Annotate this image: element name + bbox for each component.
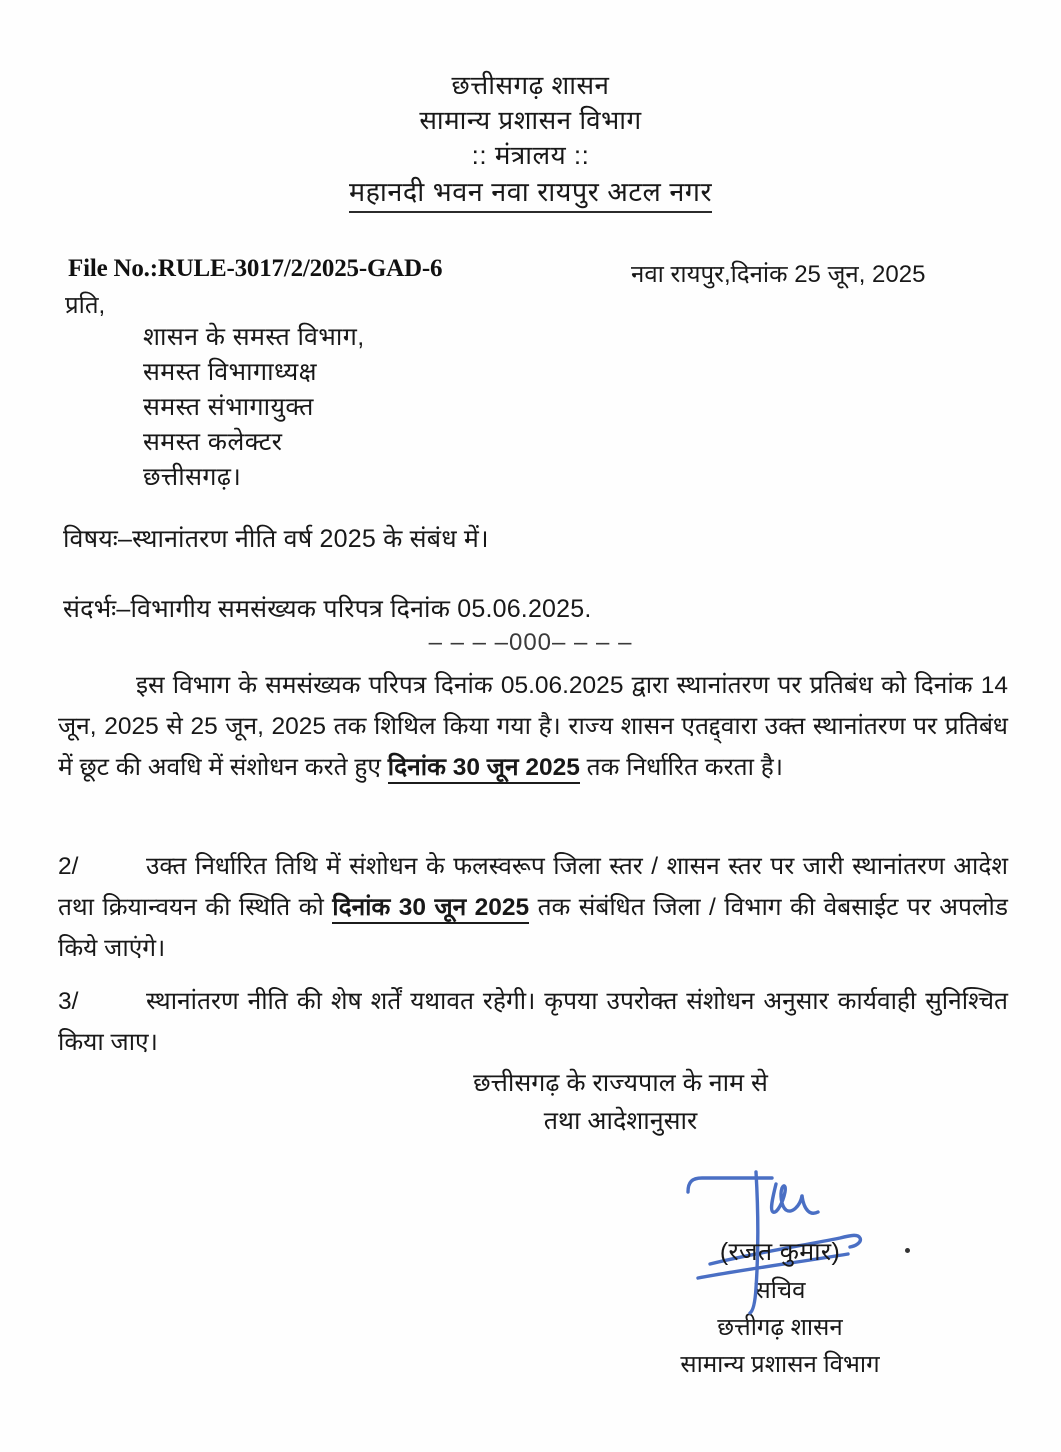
file-number: File No.:RULE-3017/2/2025-GAD-6 [68,255,443,282]
signatory-name: (रजत कुमार) [719,1238,841,1266]
signatory-org-state: छत्तीगढ़ शासन [717,1314,843,1341]
closing-line-by-order: तथा आदेशानुसार [543,1107,698,1135]
letterhead-line-state: छत्तीसगढ़ शासन [451,70,610,100]
paragraph-1-emphasis-date: दिनांक 30 जून 2025 [388,754,580,784]
paragraph-2-text-b: तक संबंधित जिला / विभाग की वेबसाईट पर अपलोड किये जाएंगे। [58,894,1008,962]
place-and-date: नवा रायपुर,दिनांक 25 जून, 2025 [631,261,926,288]
addressee-item: समस्त विभागाध्यक्ष [143,358,317,386]
section-divider: – – – –000– – – – [428,629,633,656]
signature-block [560,1172,1000,1383]
letterhead-line-department: सामान्य प्रशासन विभाग [419,105,642,135]
paragraph-2-emphasis-date: दिनांक 30 जून 2025 [332,894,529,924]
addressee-item: समस्त कलेक्टर [143,428,283,456]
letterhead-line-ministry: :: मंत्रालय :: [471,140,590,170]
letterhead [0,68,1061,213]
signatory-designation: सचिव [754,1277,806,1304]
paragraph-3-number: 3/ [58,988,79,1015]
signatory-org-department: सामान्य प्रशासन विभाग [680,1351,880,1378]
paragraph-2 [58,846,1008,969]
reference-line: संदर्भः–विभागीय समसंख्यक परिपत्र दिनांक 05.06.2025. [63,595,592,623]
paragraph-1-text-a: इस विभाग के समसंख्यक परिपत्र दिनांक 05.06.2025 द्वारा स्थानांतरण पर प्रतिबंध को दिनांक 14 जून, 2025 से 25 जून, 2025 तक शिथिल किया गया है। राज्य शासन एतद्द्वारा उक्त स्थानांतरण पर प्रतिबंध में छूट की अवधि में संशोधन करते हुए [58,672,1008,781]
letterhead-line-address: महानदी भवन नवा रायपुर अटल नगर [349,175,712,213]
closing-block [0,1064,1061,1140]
paragraph-1-text-b: तक निर्धारित करता है। [579,754,784,781]
addressee-item: शासन के समस्त विभाग, [143,323,365,351]
paragraph-3 [58,981,1008,1063]
paragraph-3-text: स्थानांतरण नीति की शेष शर्तें यथावत रहेगी। कृपया उपरोक्त संशोधन अनुसार कार्यवाही सुनिश्चित किया जाए। [58,988,1008,1056]
addressee-item: समस्त संभागायुक्त [143,393,314,421]
paragraph-1 [58,665,1008,788]
to-label: प्रति, [65,292,106,319]
subject-line: विषयः–स्थानांतरण नीति वर्ष 2025 के संबंध में। [63,525,489,553]
paragraph-2-number: 2/ [58,853,79,880]
paragraph-2-text-a: उक्त निर्धारित तिथि में संशोधन के फलस्वरूप जिला स्तर / शासन स्तर पर जारी स्थानांतरण आदेश तथा क्रियान्वयन की स्थिति को [58,853,1008,921]
addressee-list [143,320,365,495]
closing-line-governor: छत्तीसगढ़ के राज्यपाल के नाम से [473,1069,768,1097]
addressee-item: छत्तीसगढ़। [143,463,242,491]
